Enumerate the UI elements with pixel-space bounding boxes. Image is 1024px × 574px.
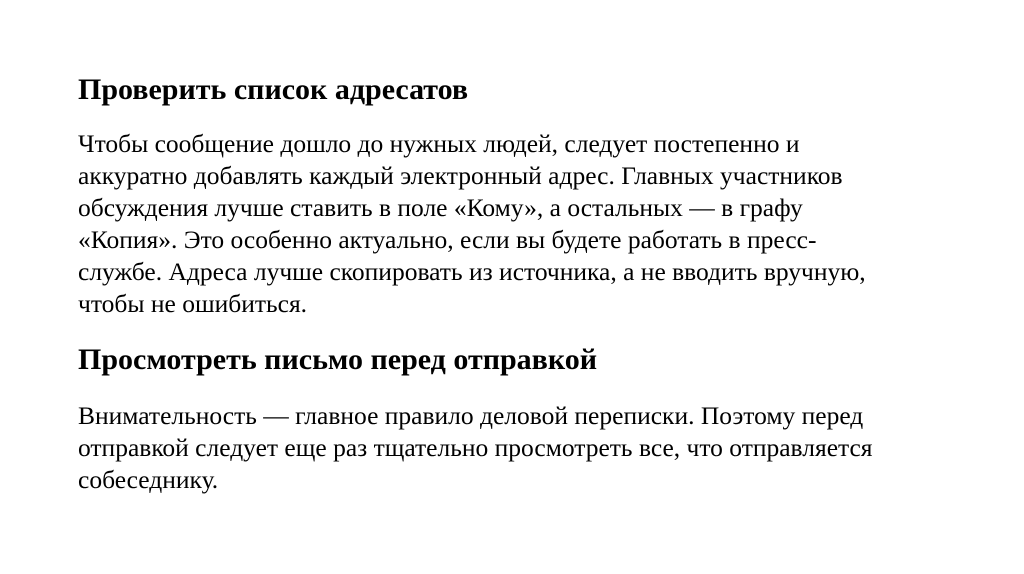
paragraph-line: собеседнику. xyxy=(78,465,219,494)
section-paragraph-check-recipients xyxy=(78,128,978,320)
paragraph-line: аккуратно добавлять каждый электронный адрес. Главных участников xyxy=(78,161,843,190)
section-paragraph-review-letter xyxy=(78,400,978,496)
paragraph-line: службе. Адреса лучше скопировать из источника, а не вводить вручную, xyxy=(78,257,866,286)
paragraph-line: «Копия». Это особенно актуально, если вы будете работать в пресс- xyxy=(78,225,817,254)
paragraph-line: обсуждения лучше ставить в поле «Кому», а остальных — в графу xyxy=(78,193,803,222)
section-heading-review-letter: Просмотреть письмо перед отправкой xyxy=(78,343,598,376)
section-heading-check-recipients: Проверить список адресатов xyxy=(78,73,469,106)
paragraph-line: отправкой следует еще раз тщательно просмотреть все, что отправляется xyxy=(78,433,873,462)
paragraph-line: Внимательность — главное правило деловой переписки. Поэтому перед xyxy=(78,401,864,430)
paragraph-line: чтобы не ошибиться. xyxy=(78,289,308,318)
paragraph-line: Чтобы сообщение дошло до нужных людей, следует постепенно и xyxy=(78,129,800,158)
